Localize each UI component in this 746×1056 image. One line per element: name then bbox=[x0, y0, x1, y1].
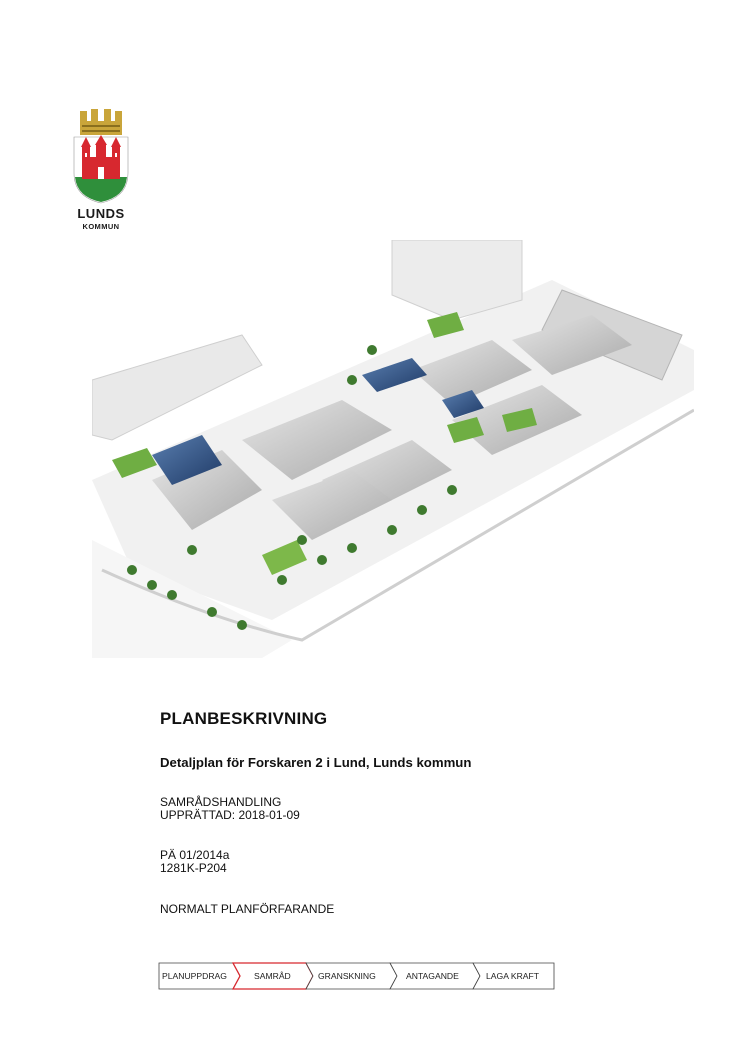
process-step-samrad: SAMRÅD bbox=[254, 971, 291, 981]
process-step-planuppdrag: PLANUPPDRAG bbox=[162, 971, 227, 981]
reference-line: PÄ 01/2014a bbox=[160, 848, 230, 862]
municipal-logo bbox=[70, 107, 132, 231]
status-line: UPPRÄTTAD: 2018-01-09 bbox=[160, 808, 300, 822]
reference-block bbox=[160, 849, 229, 875]
lund-coat-of-arms-icon bbox=[72, 107, 130, 205]
process-step-granskning: GRANSKNING bbox=[318, 971, 376, 981]
logo-wordmark-line2: KOMMUN bbox=[82, 222, 120, 231]
document-subtitle: Detaljplan för Forskaren 2 i Lund, Lunds kommun bbox=[160, 755, 472, 770]
procedure-line: NORMALT PLANFÖRFARANDE bbox=[160, 902, 335, 916]
cover-rendering bbox=[92, 240, 694, 658]
process-step-antagande: ANTAGANDE bbox=[406, 971, 459, 981]
planning-process-bar bbox=[158, 962, 578, 990]
procedure-block bbox=[160, 903, 334, 916]
process-step-laga-kraft: LAGA KRAFT bbox=[486, 971, 540, 981]
status-line: SAMRÅDSHANDLING bbox=[160, 795, 282, 809]
logo-wordmark-line1: LUNDS bbox=[77, 206, 125, 221]
reference-line: 1281K-P204 bbox=[160, 861, 227, 875]
document-title: PLANBESKRIVNING bbox=[160, 709, 328, 728]
status-block bbox=[160, 796, 300, 822]
